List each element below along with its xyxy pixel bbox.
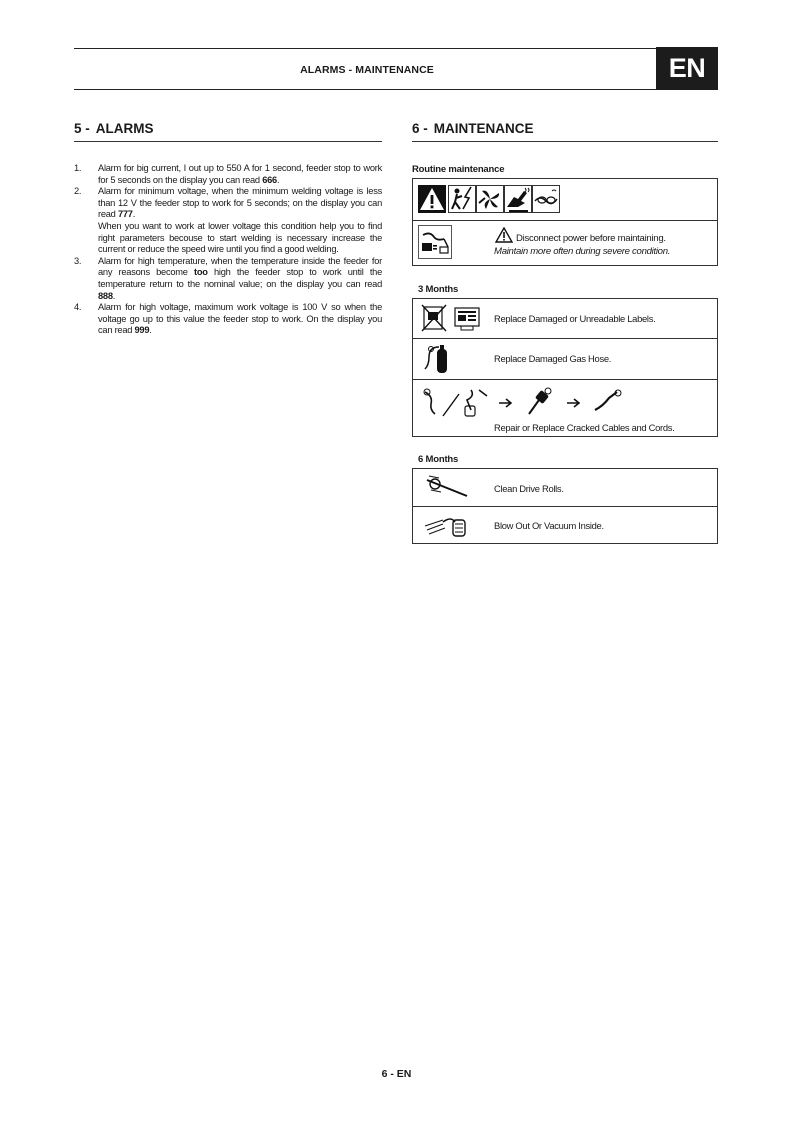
moving-parts-icon: [476, 185, 504, 213]
alarm-text: Alarm for high temperature, when the temperature inside the feeder for any reasons become: [98, 255, 382, 278]
routine-maintenance-heading: Routine maintenance: [412, 164, 505, 175]
alarms-section-title: [74, 120, 382, 142]
routine-maintenance-box: [412, 178, 718, 266]
cables-row: [413, 380, 717, 438]
arrow-right-icon: [499, 398, 513, 408]
alarm-item: [74, 186, 382, 256]
severe-condition-note: Maintain more often during severe condition.: [494, 246, 671, 257]
vacuum-row: [413, 507, 717, 543]
damaged-label-icon: [421, 304, 447, 332]
eye-protection-icon: [532, 185, 560, 213]
safety-icons-row: [413, 179, 717, 221]
alarm-code: 777: [117, 209, 133, 220]
six-months-heading: 6 Months: [418, 454, 459, 465]
gas-hose-row: [413, 339, 717, 380]
drive-rolls-icon: [425, 474, 469, 500]
three-months-item-text: Repair or Replace Cracked Cables and Cords.: [494, 422, 675, 433]
alarm-text: Alarm for high voltage, maximum work voltage is 100 V so when the voltage go up to this value the feeder stop to work. On the display you can read: [98, 302, 382, 336]
three-months-item-text: Replace Damaged or Unreadable Labels.: [494, 313, 656, 324]
alarm-index: 1.: [74, 163, 82, 173]
alarm-text-end: .: [149, 325, 152, 336]
maintenance-section-number: 6 -: [412, 121, 428, 136]
electric-shock-icon: [448, 185, 476, 213]
alarms-section-number: 5 -: [74, 121, 90, 136]
alarm-code: 999: [134, 325, 150, 336]
gas-cylinder-icon: [423, 343, 453, 375]
page-number: 6 - EN: [381, 1068, 412, 1080]
alarm-index: 2.: [74, 186, 82, 197]
alarm-item: [74, 302, 382, 337]
alarm-extra-text: When you want to work at lower voltage this condition help you to find right parameters becouse to start welding is necessary increase the current or reduce the speed wire until you find a good welding.: [98, 220, 382, 255]
alarm-code: 888: [98, 290, 113, 301]
torch-connector-icon: [525, 386, 553, 416]
alarm-list: [74, 163, 382, 337]
disconnect-power-row: [413, 221, 717, 265]
six-months-box: [412, 468, 718, 544]
drive-rolls-row: [413, 469, 717, 507]
vacuum-icon: [423, 512, 469, 538]
disconnect-power-text: Disconnect power before maintaining.: [516, 233, 666, 244]
alarms-section-label: ALARMS: [95, 121, 154, 136]
alarm-text: Alarm for minimum voltage, when the minimum welding voltage is less than 12 V the feeder stop to work for 5 seconds; on the display you can read: [98, 186, 382, 220]
header-title: ALARMS - MAINTENANCE: [300, 64, 434, 76]
unplug-icon: [418, 225, 452, 259]
label-plate-icon: [453, 304, 481, 332]
alarm-index: 3.: [74, 255, 82, 266]
welding-torch-icon: [593, 388, 623, 414]
alarm-text-end: .: [132, 209, 136, 220]
three-months-box: [412, 298, 718, 437]
alarm-emphasis: too: [193, 267, 208, 278]
alarm-text-middle: high the feeder stop to work until the temperature return to the nominal value; on the display you can read: [98, 267, 382, 289]
alarm-text-end: .: [276, 174, 280, 185]
alarm-text: Alarm for big current, I out up to 550 A for 1 second, feeder stop to work for 5 seconds on the display you can read: [98, 163, 382, 185]
three-months-heading: 3 Months: [418, 284, 459, 295]
language-badge: EN: [656, 47, 718, 90]
alarm-index: 4.: [74, 302, 82, 313]
six-months-item-text: Clean Drive Rolls.: [494, 483, 564, 494]
three-months-item-text: Replace Damaged Gas Hose.: [494, 353, 612, 364]
alarm-item: [74, 256, 382, 302]
maintenance-section-title: [412, 120, 718, 142]
hot-parts-icon: [504, 185, 532, 213]
warning-small-icon: [495, 227, 513, 243]
warning-triangle-icon: [418, 185, 446, 213]
alarm-code: 666: [262, 174, 277, 185]
page-header: [74, 48, 718, 90]
labels-row: [413, 299, 717, 339]
arrow-right-icon: [567, 398, 581, 408]
alarm-item: [74, 163, 382, 186]
alarm-text-end: .: [112, 290, 116, 301]
six-months-item-text: Blow Out Or Vacuum Inside.: [494, 520, 604, 531]
damaged-cable-icon: [421, 386, 491, 420]
maintenance-section-label: MAINTENANCE: [433, 121, 534, 136]
